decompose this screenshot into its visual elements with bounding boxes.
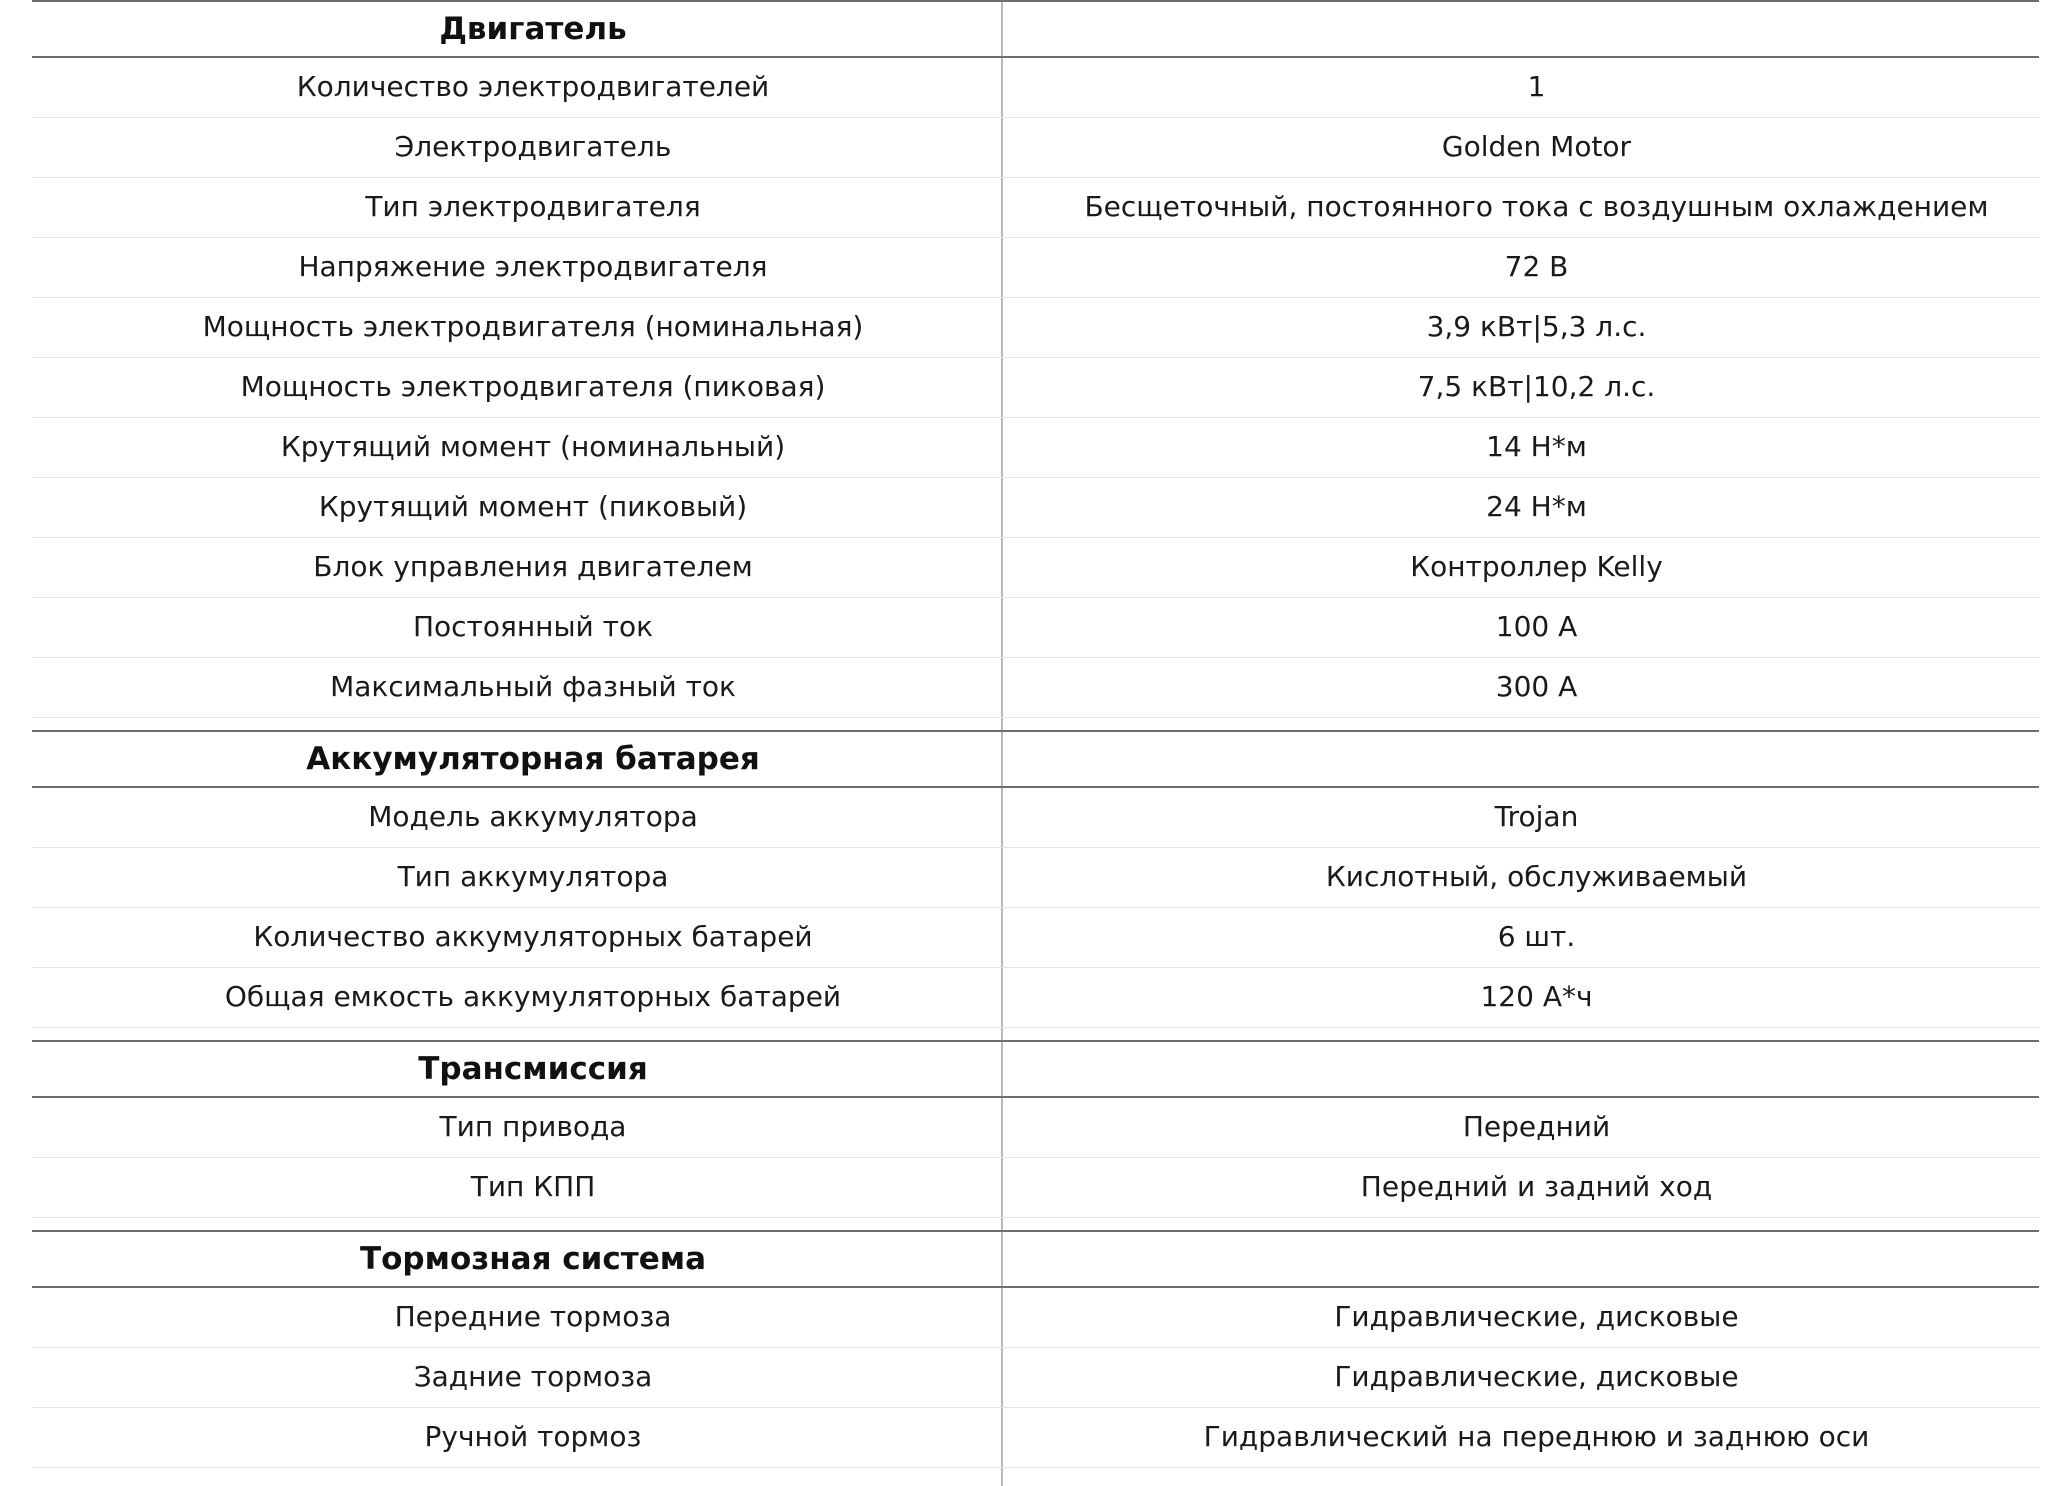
table-row xyxy=(32,58,2039,118)
spec-label: Модель аккумулятора xyxy=(368,800,698,833)
spec-value: Кислотный, обслуживаемый xyxy=(1325,860,1748,893)
spec-value: 100 А xyxy=(1495,610,1578,643)
spec-value: 3,9 кВт|5,3 л.с. xyxy=(1426,310,1647,343)
table-row xyxy=(32,788,2039,848)
spec-value: Передний xyxy=(1462,1110,1611,1143)
spec-label: Напряжение электродвигателя xyxy=(298,250,768,283)
spec-label: Блок управления двигателем xyxy=(313,550,753,583)
spec-label: Тип привода xyxy=(439,1110,627,1143)
section-brakes xyxy=(32,1230,2039,1468)
table-row xyxy=(32,478,2039,538)
spec-label: Количество аккумуляторных батарей xyxy=(253,920,813,953)
table-row xyxy=(32,908,2039,968)
spec-label: Общая емкость аккумуляторных батарей xyxy=(224,980,842,1013)
section-engine xyxy=(32,0,2039,730)
spec-value: Контроллер Kelly xyxy=(1410,550,1663,583)
spec-value: 72 В xyxy=(1504,250,1569,283)
spec-label: Тип электродвигателя xyxy=(365,190,701,223)
spec-value: Передний и задний ход xyxy=(1360,1170,1713,1203)
spec-value: 1 xyxy=(1527,70,1546,103)
spec-value: 24 Н*м xyxy=(1486,490,1587,523)
spec-label: Электродвигатель xyxy=(394,130,672,163)
spec-label: Мощность электродвигателя (номинальная) xyxy=(202,310,864,343)
spec-label: Крутящий момент (номинальный) xyxy=(280,430,786,463)
table-row xyxy=(32,238,2039,298)
section-spacer xyxy=(32,718,2039,730)
table-row xyxy=(32,118,2039,178)
table-row xyxy=(32,1348,2039,1408)
section-header-empty-cell xyxy=(1034,2,2039,56)
spec-value: 7,5 кВт|10,2 л.с. xyxy=(1417,370,1656,403)
spec-label: Крутящий момент (пиковый) xyxy=(318,490,748,523)
section-header-empty-cell xyxy=(1034,732,2039,786)
spec-value: 120 А*ч xyxy=(1480,980,1593,1013)
spec-label: Количество электродвигателей xyxy=(296,70,770,103)
table-row xyxy=(32,968,2039,1028)
table-row xyxy=(32,1158,2039,1218)
section-title: Тормозная система xyxy=(359,1241,707,1277)
spec-label: Ручной тормоз xyxy=(424,1420,642,1453)
section-spacer xyxy=(32,1218,2039,1230)
section-header xyxy=(32,1230,2039,1288)
spec-label: Максимальный фазный ток xyxy=(330,670,736,703)
spec-value: Гидравлические, дисковые xyxy=(1334,1300,1739,1333)
section-battery xyxy=(32,730,2039,1040)
spec-value: 300 А xyxy=(1495,670,1578,703)
section-header xyxy=(32,0,2039,58)
spec-label: Мощность электродвигателя (пиковая) xyxy=(240,370,826,403)
table-row xyxy=(32,298,2039,358)
table-row xyxy=(32,178,2039,238)
spec-value: Golden Motor xyxy=(1441,130,1632,163)
spec-value: 6 шт. xyxy=(1497,920,1576,953)
table-row xyxy=(32,658,2039,718)
spec-value: Бесщеточный, постоянного тока с воздушным охлаждением xyxy=(1084,190,1989,223)
spec-label: Тип аккумулятора xyxy=(397,860,669,893)
table-row xyxy=(32,848,2039,908)
spec-value: Гидравлический на переднюю и заднюю оси xyxy=(1203,1420,1870,1453)
section-header-empty-cell xyxy=(1034,1232,2039,1286)
spec-label: Задние тормоза xyxy=(413,1360,653,1393)
table-row xyxy=(32,598,2039,658)
table-row xyxy=(32,1408,2039,1468)
spec-value: Trojan xyxy=(1494,800,1579,833)
table-row xyxy=(32,418,2039,478)
section-transmission xyxy=(32,1040,2039,1230)
spec-label: Постоянный ток xyxy=(412,610,654,643)
spec-value: 14 Н*м xyxy=(1486,430,1587,463)
table-row xyxy=(32,358,2039,418)
section-header-empty-cell xyxy=(1034,1042,2039,1096)
section-spacer xyxy=(32,1028,2039,1040)
table-row xyxy=(32,1098,2039,1158)
section-header xyxy=(32,1040,2039,1098)
section-header xyxy=(32,730,2039,788)
specifications-table xyxy=(32,0,2039,1468)
spec-label: Тип КПП xyxy=(470,1170,596,1203)
section-title: Трансмиссия xyxy=(418,1051,648,1087)
section-title: Двигатель xyxy=(439,11,627,47)
spec-label: Передние тормоза xyxy=(394,1300,672,1333)
section-title: Аккумуляторная батарея xyxy=(306,741,760,777)
table-row xyxy=(32,1288,2039,1348)
spec-value: Гидравлические, дисковые xyxy=(1334,1360,1739,1393)
table-row xyxy=(32,538,2039,598)
